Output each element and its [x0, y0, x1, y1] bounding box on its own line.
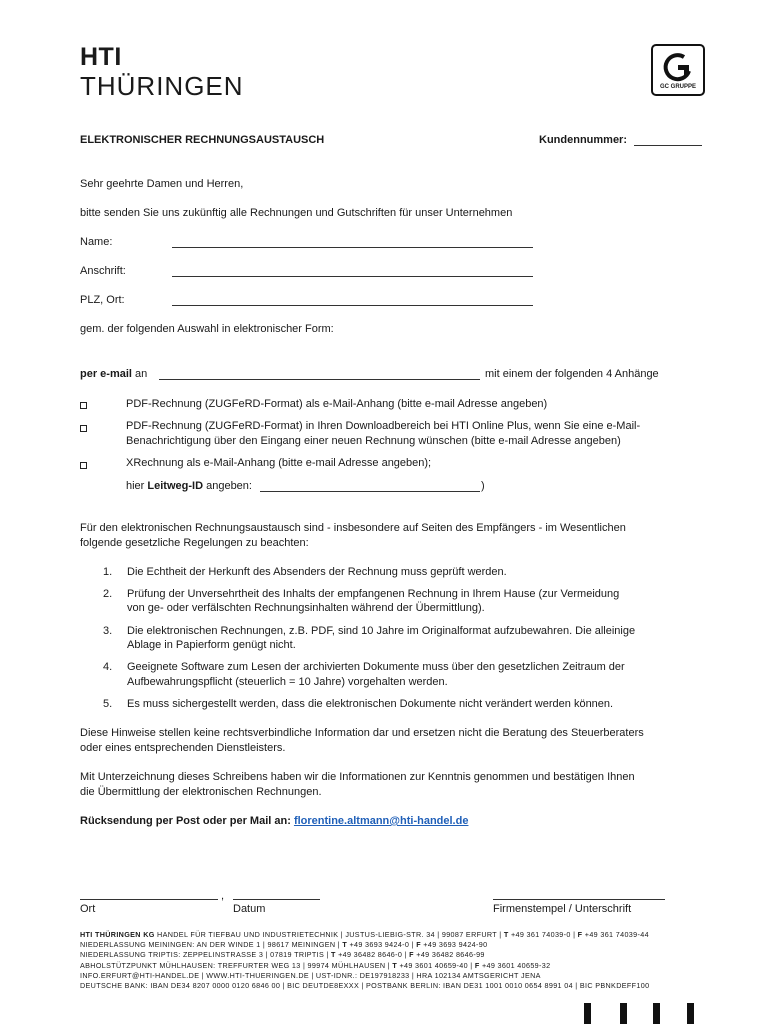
- email-suffix: mit einem der folgenden 4 Anhänge: [485, 368, 659, 380]
- rule-text: Die Echtheit der Herkunft des Absenders der Rechnung muss geprüft werden.: [127, 566, 507, 578]
- decorative-bar: [620, 1003, 627, 1024]
- rule-number: 2.: [103, 588, 113, 600]
- name-field[interactable]: [172, 247, 533, 248]
- option-checkbox-pdf-email[interactable]: [80, 402, 87, 409]
- footer-fax: +49 3693 9424-90: [420, 940, 488, 950]
- option-pdf-download-line1: PDF-Rechnung (ZUGFeRD-Format) in Ihren Downloadbereich bei HTI Online Plus, wenn Sie eine e-Mail-: [126, 420, 641, 432]
- footer-line: [80, 971, 649, 981]
- footer-f: F: [416, 940, 421, 950]
- footer-line: [80, 961, 649, 971]
- decorative-bar: [584, 1003, 591, 1024]
- option-xrechnung-line1: XRechnung als e-Mail-Anhang (bitte e-mail Adresse angeben);: [126, 457, 432, 469]
- zip-city-label: PLZ, Ort:: [80, 294, 125, 306]
- date-field[interactable]: [233, 899, 320, 900]
- footer-line: [80, 981, 649, 991]
- stamp-signature-label: Firmenstempel / Unterschrift: [493, 903, 632, 915]
- footer-text: INFO.ERFURT@HTI-HANDEL.DE | WWW.HTI-THUERINGEN.DE | UST-IDNR.: DE197918233 | HRA 102134 AMTSGERICHT JENA: [80, 970, 541, 980]
- rule-text: von ge- oder verfälschten Rechnungsinhalten während der Übermittlung).: [127, 602, 485, 614]
- selection-intro: gem. der folgenden Auswahl in elektronischer Form:: [80, 323, 334, 335]
- rule-text: Prüfung der Unversehrtheit des Inhalts der empfangenen Rechnung in Ihrem Hause (zur Vermeidung: [127, 588, 620, 600]
- email-label: per e-mail: [80, 368, 132, 380]
- salutation: Sehr geehrte Damen und Herren,: [80, 178, 244, 190]
- email-an: an: [135, 368, 148, 380]
- footer-phone: +49 361 74039-0 |: [508, 930, 578, 939]
- option-pdf-email-label: PDF-Rechnung (ZUGFeRD-Format) als e-Mail-Anhang (bitte e-mail Adresse angeben): [126, 398, 548, 410]
- rule-number: 3.: [103, 625, 113, 637]
- decorative-bar: [687, 1003, 694, 1024]
- leitweg-pre: hier: [126, 480, 145, 492]
- rule-number: 5.: [103, 698, 113, 710]
- footer-line: [80, 950, 649, 960]
- footer-text: DEUTSCHE BANK: IBAN DE34 8207 0000 0120 6846 00 | BIC DEUTDE8EXXX | POSTBANK BERLIN: IBAN DE31 1001 0010 0654 8991 04 | BIC PBNKDEFF100: [80, 981, 650, 991]
- disclaimer-line1: Diese Hinweise stellen keine rechtsverbindliche Information dar und ersetzen nicht die Beratung des Steuerberaters: [80, 727, 644, 739]
- name-label: Name:: [80, 236, 113, 248]
- footer-phone: +49 36482 8646-0 |: [335, 950, 410, 960]
- return-line: [80, 814, 468, 829]
- footer-f: F: [409, 950, 414, 960]
- document-title: ELEKTRONISCHER RECHNUNGSAUSTAUSCH: [80, 134, 325, 146]
- footer-t: T: [503, 930, 509, 939]
- disclaimer-line2: oder eines entsprechenden Dienstleisters.: [80, 742, 286, 754]
- confirm-line1: Mit Unterzeichnung dieses Schreibens haben wir die Informationen zur Kenntnis genommen und bestätigen Ihnen: [80, 771, 635, 783]
- footer-fax: +49 361 74039-44: [582, 930, 649, 939]
- leitweg-close-paren: ): [481, 480, 485, 492]
- decorative-bar: [653, 1003, 660, 1024]
- customer-number-field[interactable]: [634, 145, 702, 146]
- return-email-link[interactable]: florentine.altmann@hti-handel.de: [293, 815, 469, 827]
- option-pdf-download-line2: Benachrichtigung über den Eingang einer neuen Rechnung wünschen (bitte e-mail Adresse angeben): [126, 435, 621, 447]
- date-label: Datum: [233, 903, 266, 915]
- company-name-line1: HTI: [80, 43, 122, 71]
- rule-text: Aufbewahrungspflicht (steuerlich = 10 Jahre) vorgehalten werden.: [127, 676, 448, 688]
- footer-f: F: [474, 960, 480, 970]
- logo-text: GC GRUPPE: [659, 84, 696, 90]
- rule-text: Es muss sichergestellt werden, dass die elektronischen Dokumente nicht verändert werden können.: [127, 698, 614, 710]
- footer: [80, 930, 649, 991]
- footer-line: [80, 930, 649, 940]
- footer-line: [80, 940, 649, 950]
- leitweg-id-label: Leitweg-ID: [147, 480, 204, 492]
- footer-t: T: [331, 950, 336, 960]
- address-field[interactable]: [172, 276, 533, 277]
- email-address-field[interactable]: [159, 379, 480, 380]
- footer-phone: +49 3601 40659-40 |: [397, 960, 475, 970]
- footer-t: T: [342, 940, 348, 950]
- footer-text: NIEDERLASSUNG MEININGEN: AN DER WINDE 1 | 98617 MEININGEN |: [80, 940, 343, 950]
- rule-text: Geeignete Software zum Lesen der archivierten Dokumente muss über den gesetzlichen Zeitraum der: [127, 661, 625, 673]
- signature-field[interactable]: [493, 899, 665, 900]
- confirm-line2: die Übermittlung der elektronischen Rechnungen.: [80, 786, 322, 798]
- footer-t: T: [392, 960, 398, 970]
- footer-text: NIEDERLASSUNG TRIPTIS: ZEPPELINSTRASSE 3 | 07819 TRIPTIS |: [80, 950, 331, 960]
- option-checkbox-xrechnung[interactable]: [80, 462, 87, 469]
- leitweg-id-field[interactable]: [260, 491, 480, 492]
- email-line: [80, 367, 147, 382]
- footer-text: ABHOLSTÜTZPUNKT MÜHLHAUSEN: TREFFURTER WEG 13 | 99974 MÜHLHAUSEN |: [80, 960, 393, 970]
- option-checkbox-pdf-download[interactable]: [80, 425, 87, 432]
- footer-phone: +49 3693 9424-0 |: [347, 940, 417, 950]
- footer-fax: +49 36482 8646-99: [413, 950, 485, 960]
- footer-fax: +49 3601 40659-32: [479, 960, 551, 970]
- request-text: bitte senden Sie uns zukünftig alle Rechnungen und Gutschriften für unser Unternehmen: [80, 207, 513, 219]
- gc-gruppe-logo: [651, 44, 705, 96]
- company-name-line2: THÜRINGEN: [80, 71, 244, 101]
- footer-f: F: [577, 930, 583, 939]
- footer-company: HTI THÜRINGEN KG: [80, 930, 155, 939]
- rule-number: 4.: [103, 661, 113, 673]
- rule-text: Die elektronischen Rechnungen, z.B. PDF, sind 10 Jahre im Originalformat aufzubewahren. Die alleinige: [127, 625, 636, 637]
- return-label: Rücksendung per Post oder per Mail an:: [80, 815, 291, 827]
- address-label: Anschrift:: [80, 265, 126, 277]
- customer-number-label: Kundennummer:: [539, 134, 627, 146]
- rule-number: 1.: [103, 566, 113, 578]
- rule-text: Ablage in Papierform genügt nicht.: [127, 639, 296, 651]
- gc-gruppe-logo-icon: [662, 51, 696, 83]
- legal-intro-line2: folgende gesetzliche Regelungen zu beachten:: [80, 537, 309, 549]
- place-label: Ort: [80, 903, 96, 915]
- legal-intro-line1: Für den elektronischen Rechnungsaustausch sind - insbesondere auf Seiten des Empfängers - im Wesentlichen: [80, 522, 626, 534]
- zip-city-field[interactable]: [172, 305, 533, 306]
- leitweg-post: angeben:: [206, 480, 252, 492]
- place-field[interactable]: [80, 899, 218, 900]
- footer-text: HANDEL FÜR TIEFBAU UND INDUSTRIETECHNIK | JUSTUS-LIEBIG-STR. 34 | 99087 ERFURT |: [154, 930, 504, 939]
- signature-comma: ,: [221, 890, 225, 902]
- option-xrechnung-line2: [126, 479, 252, 494]
